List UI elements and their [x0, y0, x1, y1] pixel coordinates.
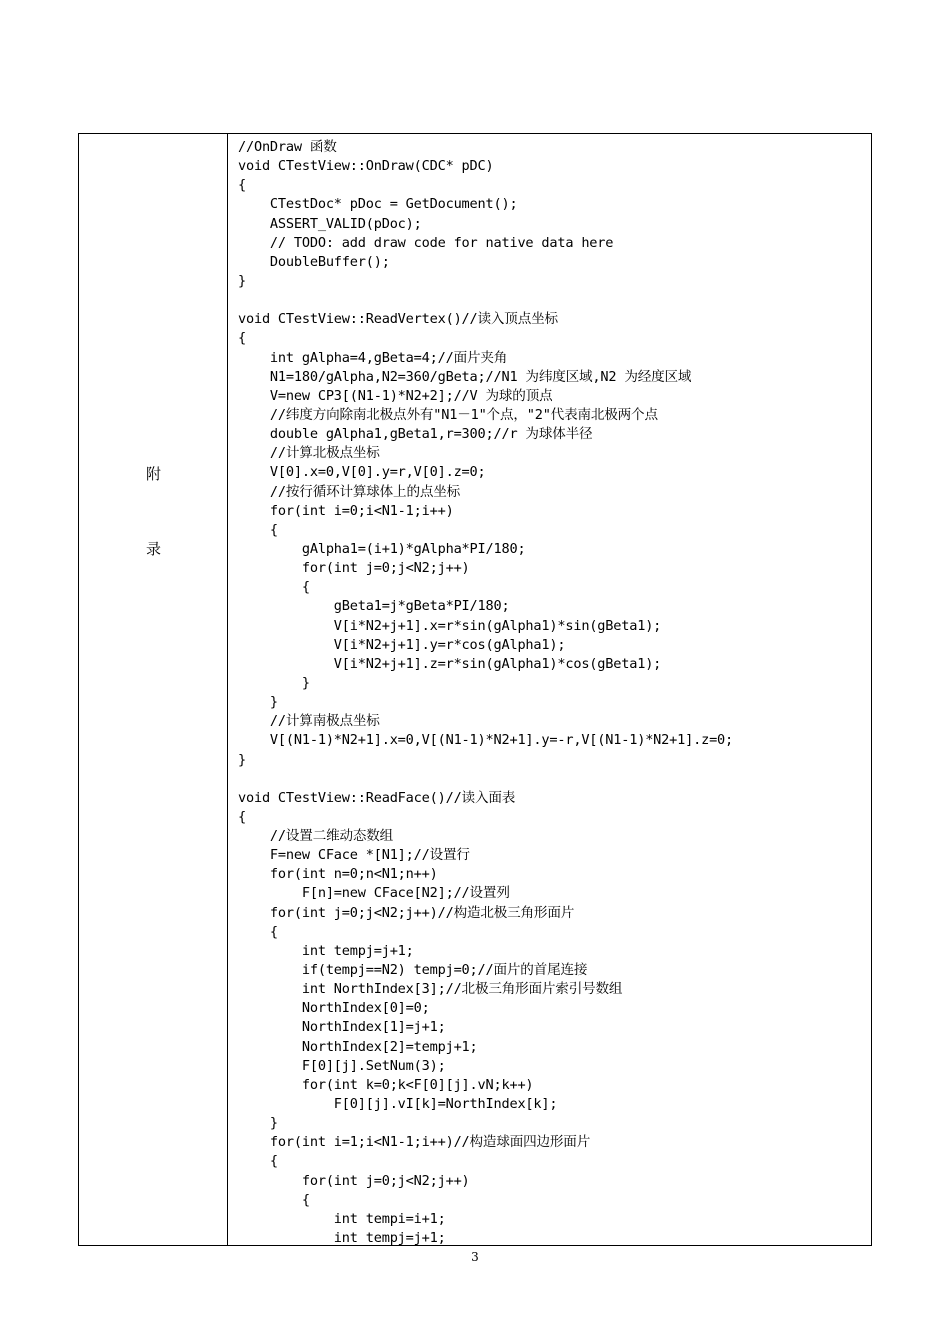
code-line [238, 291, 868, 310]
code-line: for(int n=0;n<N1;n++) [238, 866, 438, 883]
code-line: F[n]=new CFace[N2];//设置列 [238, 885, 510, 902]
code-line: for(int j=0;j<N2;j++) [238, 1172, 470, 1189]
code-line: } [238, 694, 278, 711]
code-line: F=new CFace *[N1];//设置行 [238, 847, 470, 864]
code-line: gAlpha1=(i+1)*gAlpha*PI/180; [238, 540, 526, 557]
code-line: NorthIndex[2]=tempj+1; [238, 1038, 478, 1055]
code-line: V=new CP3[(N1-1)*N2+2];//V 为球的顶点 [238, 387, 553, 404]
code-line: { [238, 177, 246, 194]
code-line: //设置二维动态数组 [238, 828, 394, 845]
code-line: for(int j=0;j<N2;j++)//构造北极三角形面片 [238, 904, 575, 921]
code-line: int gAlpha=4,gBeta=4;//面片夹角 [238, 349, 508, 366]
code-line: { [238, 1153, 278, 1170]
code-line: DoubleBuffer(); [238, 253, 390, 270]
code-line [238, 770, 868, 789]
code-line: V[i*N2+j+1].x=r*sin(gAlpha1)*sin(gBeta1); [238, 617, 662, 634]
code-line: CTestDoc* pDoc = GetDocument(); [238, 196, 518, 213]
code-line: gBeta1=j*gBeta*PI/180; [238, 598, 510, 615]
code-line: NorthIndex[1]=j+1; [238, 1019, 446, 1036]
code-line: { [238, 923, 278, 940]
code-line: N1=180/gAlpha,N2=360/gBeta;//N1 为纬度区域,N2 为经度区域 [238, 368, 692, 385]
code-line: int NorthIndex[3];//北极三角形面片索引号数组 [238, 981, 623, 998]
code-line: int tempj=j+1; [238, 1230, 446, 1247]
code-line: } [238, 674, 310, 691]
code-line: //纬度方向除南北极点外有"N1－1"个点，"2"代表南北极两个点 [238, 406, 658, 423]
appendix-label-char-1: 附 [145, 465, 161, 483]
code-line: void CTestView::OnDraw(CDC* pDC) [238, 158, 494, 175]
appendix-label-cell [79, 134, 228, 1245]
code-line: V[i*N2+j+1].y=r*cos(gAlpha1); [238, 636, 566, 653]
code-line: //计算北极点坐标 [238, 445, 380, 462]
code-line: int tempi=i+1; [238, 1210, 446, 1227]
code-line: if(tempj==N2) tempj=0;//面片的首尾连接 [238, 962, 588, 979]
code-line: } [238, 1115, 278, 1132]
code-line: void CTestView::ReadFace()//读入面表 [238, 789, 516, 806]
code-block [238, 138, 868, 1248]
code-line: NorthIndex[0]=0; [238, 1000, 430, 1017]
code-line: V[(N1-1)*N2+1].x=0,V[(N1-1)*N2+1].y=-r,V[(N1-1)*N2+1].z=0; [238, 732, 734, 749]
code-line: // TODO: add draw code for native data here [238, 234, 614, 251]
code-line: ASSERT_VALID(pDoc); [238, 215, 422, 232]
code-line: double gAlpha1,gBeta1,r=300;//r 为球体半径 [238, 426, 593, 443]
code-line: for(int k=0;k<F[0][j].vN;k++) [238, 1076, 534, 1093]
appendix-table [78, 133, 872, 1246]
appendix-label-char-2: 录 [145, 540, 161, 558]
code-line: V[0].x=0,V[0].y=r,V[0].z=0; [238, 464, 486, 481]
code-line: //计算南极点坐标 [238, 713, 380, 730]
code-line: { [238, 808, 246, 825]
code-line: for(int i=1;i<N1-1;i++)//构造球面四边形面片 [238, 1134, 591, 1151]
code-line: F[0][j].SetNum(3); [238, 1057, 446, 1074]
code-line: { [238, 330, 246, 347]
code-line: void CTestView::ReadVertex()//读入顶点坐标 [238, 311, 558, 328]
code-line: int tempj=j+1; [238, 942, 414, 959]
code-line: //OnDraw 函数 [238, 139, 337, 155]
code-line: { [238, 1191, 310, 1208]
code-line: { [238, 521, 278, 538]
code-line: V[i*N2+j+1].z=r*sin(gAlpha1)*cos(gBeta1); [238, 655, 662, 672]
code-line: F[0][j].vI[k]=NorthIndex[k]; [238, 1096, 558, 1113]
page-number: 3 [471, 1250, 479, 1264]
code-line: } [238, 751, 246, 768]
code-line: //按行循环计算球体上的点坐标 [238, 483, 461, 500]
code-line: for(int j=0;j<N2;j++) [238, 560, 470, 577]
code-line: for(int i=0;i<N1-1;i++) [238, 502, 454, 519]
code-line: { [238, 579, 310, 596]
code-line: } [238, 272, 246, 289]
